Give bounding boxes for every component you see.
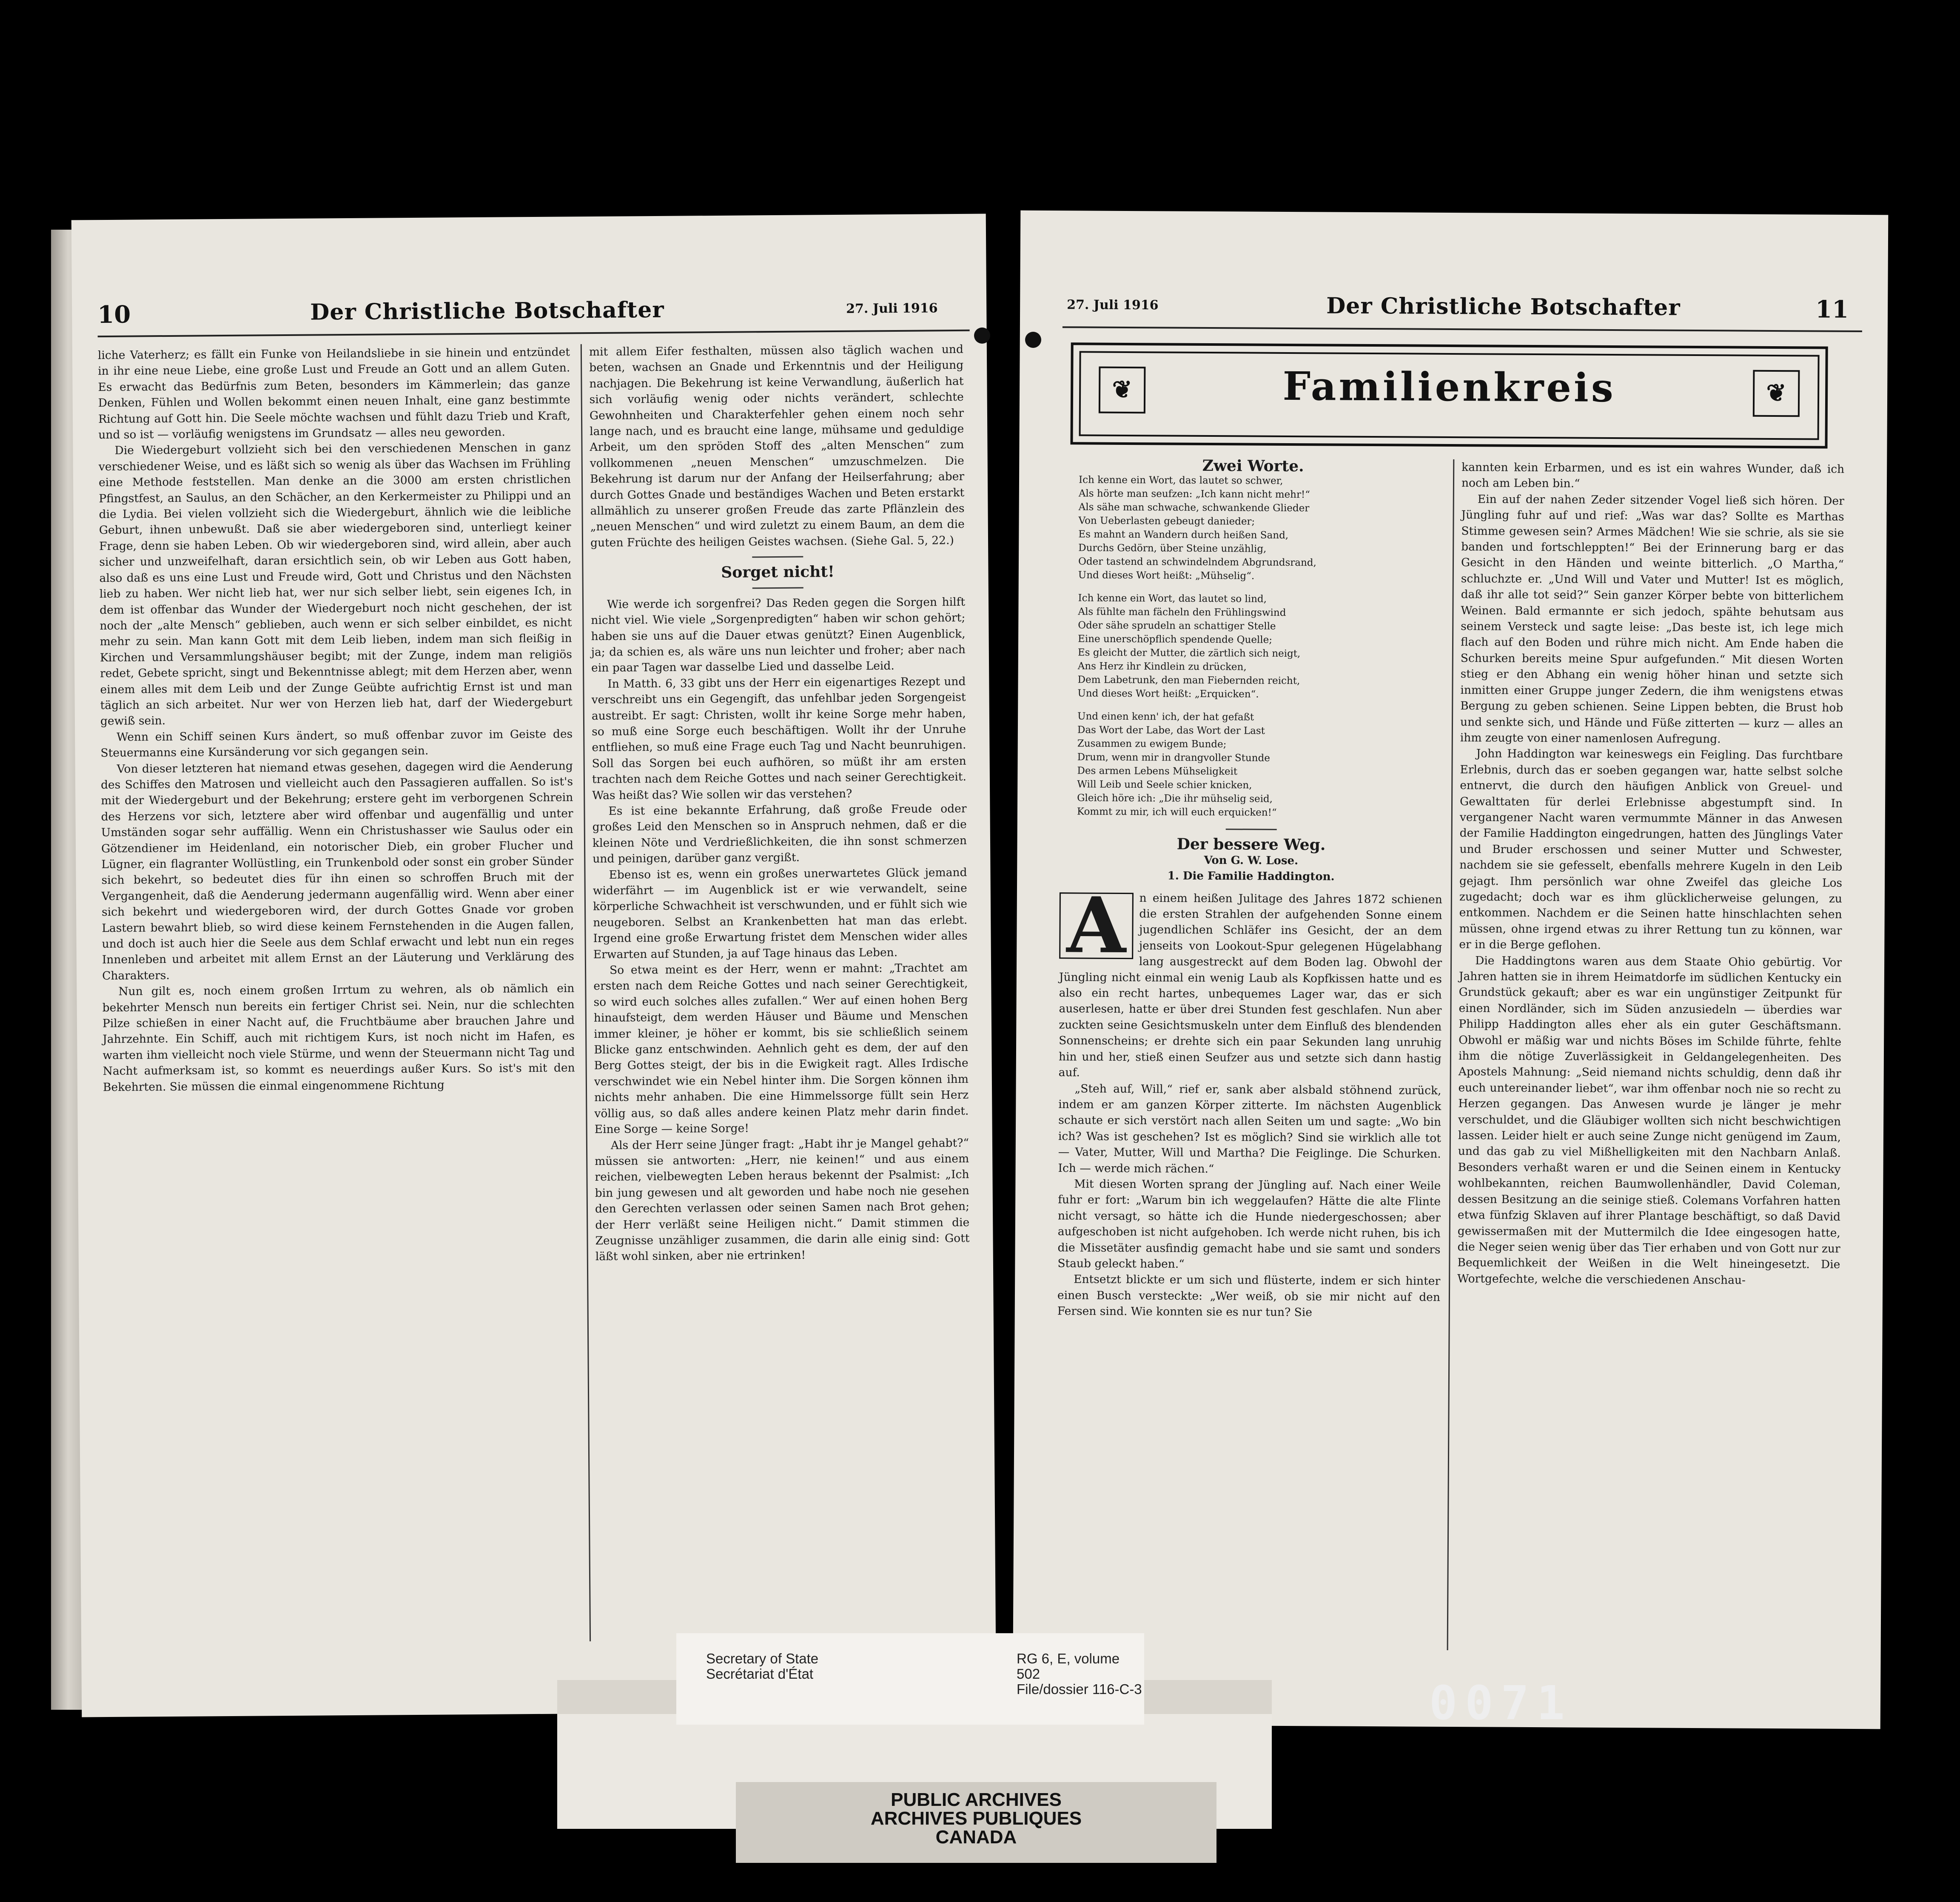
poem-line: Durchs Gedörn, über Steine unzählig, bbox=[1078, 542, 1267, 555]
paragraph: Entsetzt blickte er um sich und flüsterte, indem er sich hinter einen Busch versteckte: „Wer weiß, ob sie mir nicht auf den Fersen sind. Wie konnten sie es nur tun? Sie bbox=[1057, 1273, 1441, 1319]
right-col-1 bbox=[1057, 457, 1445, 1321]
poem-line: Gleich höre ich: „Die ihr mühselig seid, bbox=[1077, 792, 1273, 805]
paragraph: Mit diesen Worten sprang der Jüngling auf. Nach einer Weile fuhr er fort: „Warum bin ich weggelaufen? Hätte die alte Flinte nicht versagt, so hätte ich die Hunde niedergeschossen; aber aufgeschoben ist nicht aufgehoben. Ich werde nicht ruhen, bis ich die Missetäter ausfindig gemacht habe und sie samt und sonders Staub geleckt haben.“ bbox=[1057, 1177, 1441, 1271]
stamp-line: CANADA bbox=[935, 1827, 1017, 1848]
poem-line: Kommt zu mir, ich will euch erquicken!“ bbox=[1077, 806, 1277, 819]
masthead: Der Christliche Botschafter bbox=[1326, 293, 1681, 321]
label-line: Secretary of State bbox=[706, 1651, 819, 1666]
paragraph: Die Haddingtons waren aus dem Staate Ohio gebürtig. Vor Jahren hatten sie in ihrem Heimatdorfe im südlichen Kentucky ein Grundstück gekauft; aber es war ein ungünstiger Zeitpunkt für einen Nordländer, sich im Süden anzusiedeln — überdies war Philipp Haddington alles eher als ein guter Geschäftsmann. Obwohl er mäßig war und nichts Böses im Schilde führte, fehlte ihm die nötige Zuverlässigkeit in Geldangelegenheiten. Des Apostels Mahnung: „Seid niemand nichts schuldig, denn daß ihr euch untereinander liebet“, war ihm offenbar noch nie so recht zu Herzen gegangen. Das Anwesen wurde je länger je mehr verschuldet, und die Gläubiger wollten sich nicht beschwichtigen lassen. Leider hielt er auch seine Zunge nicht genügend im Zaum, und das gab zu viel Mißhelligkeiten mit den Nachbarn Anlaß. Besonders verhaßt waren er und die Seinen einem in Kentucky wohlbekannten, reichen Baumwollenhändler, David Coleman, dessen Besitzung an die seinige stieß. Colemans Vorfahren hatten etwa fünfzig Sklaven auf ihrer Plantage beschäftigt, so daß David gewissermaßen mit der Muttermilch die Idee eingesogen hatte, die Neger seien wenig über das Tier erhaben und von Gott nur zur Bequemlichkeit der Weißen in die Welt hineingesetzt. Die Wortgefechte, welche die verschiedenen Anschau- bbox=[1457, 954, 1842, 1287]
poem-line: Von Ueberlasten gebeugt danieder; bbox=[1078, 515, 1255, 527]
paragraph: „Steh auf, Will,“ rief er, sank aber alsbald stöhnend zurück, indem er am ganzen Körper zitterte. Im nächsten Augenblick schaute er sich verstört nach allen Seiten um und sagte: „Wo bin ich? Was ist geschehen? Ist es möglich? Sind sie wirklich alle tot — Vater, Mutter, Will und Martha? Die Feiglinge. Die Schurken. Ich — werde mich rächen.“ bbox=[1058, 1082, 1442, 1176]
header-rule bbox=[1063, 326, 1862, 332]
ornament-icon: ❦ bbox=[1753, 370, 1800, 417]
label-right bbox=[1017, 1651, 1144, 1697]
paragraph: Wenn ein Schiff seinen Kurs ändert, so muß offenbar zuvor im Geiste des Steuermanns eine Kursänderung vor sich gegangen sein. bbox=[100, 727, 573, 760]
story-chapter: 1. Die Familie Haddington. bbox=[1167, 869, 1335, 883]
ornament-icon: ❦ bbox=[1099, 367, 1146, 414]
right-page-header bbox=[1020, 291, 1888, 326]
paragraph: John Haddington war keineswegs ein Feigling. Das furchtbare Erlebnis, durch das er soeben gegangen war, hatte selbst solche entnervt, die durch den häufigen Anblick von Greuel- und Gewalttaten für derlei Erlebnisse abgestumpft sind. In vergangener Nacht waren vermummte Männer in das Anwesen der Familie Haddington eingedrungen, hatten des Jünglings Vater und Bruder erschossen und seiner Mutter und Schwester, nachdem sie sie gefesselt, ebenfalls mehrere Kugeln in den Leib gejagt. Ihm persönlich war ohne Zweifel das gleiche Los zugedacht; doch war es ihm glücklicherweise gelungen, zu entkommen. Nachdem er die Seinen hatte hinschlachten sehen müssen, ohne irgend etwas zu ihrer Rettung tun zu können, war er in die Berge geflohen. bbox=[1459, 747, 1843, 952]
label-left bbox=[706, 1651, 818, 1682]
frame-number: 0071 bbox=[1429, 1676, 1573, 1730]
drop-cap: A bbox=[1059, 892, 1133, 959]
paragraph: Es ist eine bekannte Erfahrung, daß große Freude oder großes Leid den Menschen so in Anspruch nehmen, daß er die kleinen Nöte und Verdrießlichkeiten, die ihn sonst schmerzen und peinigen, darüber ganz vergißt. bbox=[592, 802, 967, 866]
divider bbox=[1226, 829, 1277, 831]
binding-hole bbox=[1025, 332, 1041, 348]
right-page bbox=[1013, 211, 1889, 1729]
section-title: Sorget nicht! bbox=[721, 563, 835, 582]
poem-line: Des armen Lebens Mühseligkeit bbox=[1077, 765, 1238, 777]
left-page bbox=[71, 214, 997, 1717]
masthead: Der Christliche Botschafter bbox=[310, 296, 664, 325]
stamp-line: ARCHIVES PUBLIQUES bbox=[870, 1808, 1082, 1829]
paragraph: liche Vaterherz; es fällt ein Funke von Heilandsliebe in sie hinein und entzündet in ihr eine neue Liebe, eine große Lust und Freude an Gott und an allem Guten. Es erwacht das Bedürfnis zum Beten, besonders im Kämmerlein; das ganze Denken, Fühlen und Wollen bekommt einen neuen Inhalt, eine ganz bestimmte Richtung auf Gott hin. Die Seele möchte wachsen und fühlt dazu Trieb und Kraft, und so ist — vorläufig wenigstens im Grundsatz — alles neu geworden. bbox=[97, 345, 571, 442]
right-col-2 bbox=[1457, 459, 1844, 1289]
column-divider bbox=[1447, 459, 1455, 1650]
poem-line: Und dieses Wort heißt: „Erquicken“. bbox=[1077, 688, 1259, 700]
poem-line: Und dieses Wort heißt: „Mühselig“. bbox=[1078, 569, 1255, 582]
poem-line: Als hörte man seufzen: „Ich kann nicht mehr!“ bbox=[1078, 488, 1310, 501]
left-page-header bbox=[72, 295, 986, 331]
poem-line: Als sähe man schwache, schwankende Glieder bbox=[1078, 501, 1310, 514]
poem-line: Oder sähe sprudeln an schattiger Stelle bbox=[1078, 620, 1276, 632]
story-title: Der bessere Weg. bbox=[1177, 835, 1326, 854]
poem-line: Zusammen zu ewigem Bunde; bbox=[1077, 738, 1227, 750]
label-line: File/dossier 116-C-3 bbox=[1017, 1681, 1142, 1697]
poem-stanza bbox=[1060, 710, 1443, 821]
paragraph: Ein auf der nahen Zeder sitzender Vogel ließ sich hören. Der Jüngling fuhr auf und rief: „Was war das? Sollte es Marthas Stimme gewesen sein? Armes Mädchen! Wie sie schrie, als sie sie banden und fortschleppten!“ Bei der Erinnerung barg er das Gesicht in den Händen und weinte bitterlich. „O Martha,“ schluchzte er. „Und Will und Vater und Mutter! Ist es möglich, daß ihr alle tot seid?“ Sein ganzer Körper bebte von bitterlichem Weinen. Bald ermannte er sich jedoch, spähte behutsam aus seinem Versteck und sagte leise: „Das beste ist, ich lege mich flach auf den Boden und rühre mich nicht. Am Ende haben die Schurken bereits meine Spur aufgefunden.“ Mit diesen Worten stieg er den Abhang ein wenig höher hinan und setzte sich inmitten einer Gruppe junger Zedern, die ihm wenigstens etwas Bergung zu geben schienen. Seine Lippen bebten, die Brust hob und senkte sich, und Hände und Füße zitterten — kurz — alles an ihm zeugte von einer namenlosen Aufregung. bbox=[1460, 493, 1844, 746]
poem-line: Eine unerschöpflich spendende Quelle; bbox=[1077, 633, 1273, 646]
paragraph: So etwa meint es der Herr, wenn er mahnt: „Trachtet am ersten nach dem Reiche Gottes und nach seiner Gerechtigkeit, so wird euch solches alles zufallen.“ Wer auf einen hohen Berg hinaufsteigt, dem werden Häuser und Bäume und Menschen immer kleiner, je höher er kommt, bis sie schließlich seinem Blicke ganz entschwinden. Aehnlich geht es dem, der auf den Berg Gottes steigt, der bis in die Ewigkeit ragt. Alles Irdische verschwindet wie ein Nebel hinter ihm. Die Sorgen können ihm nichts mehr anhaben. Die eine Himmelssorge füllt sein Herz völlig aus, so daß alles andere keinen Platz mehr darin findet. Eine Sorge — keine Sorge! bbox=[593, 961, 969, 1136]
page-number: 11 bbox=[1815, 295, 1849, 324]
poem-line: Ans Herz ihr Kindlein zu drücken, bbox=[1077, 661, 1247, 673]
paragraph: Ebenso ist es, wenn ein großes unerwartetes Glück jemand widerfährt — im Augenblick ist er wie verwandelt, seine körperliche Schwachheit ist verschwunden, und er fühlt sich wie neugeboren. Selbst an Krankenbetten hat man das erlebt. Irgend eine große Erwartung fristet dem Menschen wider alles Erwarten auf Stunden, ja auf Tage hinaus das Leben. bbox=[593, 866, 968, 961]
paragraph: Von dieser letzteren hat niemand etwas gesehen, dagegen wird die Aenderung des Schiffes den Matrosen und vielleicht auch den Passagieren auffallen. So ist's mit der Wiedergeburt und der Bekehrung; erstere geht im verborgenen Schrein des Herzens vor sich, letztere aber wird offenbar und augenfällig und unter Umständen sogar sehr auffällig. Wenn ein Christushasser wie Saulus oder ein Götzendiener im Heidenland, ein notorischer Dieb, ein grober Flucher und Lügner, ein flagranter Wollüstling, ein Trunkenbold oder sonst ein grober Sünder sich bekehrt, so bedeutet dies für ihn einen so schroffen Bruch mit der Vergangenheit, daß die Aenderung jedermann augenfällig wird. Wenn aber einer sich bekehrt und wiedergeboren wird, der durch Gottes Gnade vor groben Lastern bewahrt blieb, so wird diese keinem Fernstehenden in die Augen fallen, und doch ist auch hier die Seele aus dem Schlaf erwacht und lebt nun ein reges Innenleben und arbeitet mit allem Ernst an der Läuterung und Verklärung des Charakters. bbox=[100, 759, 574, 982]
paragraph: Nun gilt es, noch einem großen Irrtum zu wehren, als ob nämlich ein bekehrter Mensch nun bereits ein fertiger Christ sei. Nein, nur die schlechten Pilze schießen in einer Nacht auf, die Fruchtbäume aber brauchen Jahre und Jahrzehnte. Ein Schiff, auch mit richtigem Kurs, ist noch nicht im Hafen, es warten ihm vielleicht noch viele Stürme, und wenn der Steuermann nicht Tag und Nacht aufmerksam ist, so kommt es neuerdings außer Kurs. So ist's mit den Bekehrten. Sie müssen die einmal eingenommene Richtung bbox=[102, 982, 575, 1094]
poem-line: Oder tastend an schwindelndem Abgrundsrand, bbox=[1078, 556, 1316, 569]
paragraph: Als der Herr seine Jünger fragt: „Habt ihr je Mangel gehabt?“ müssen sie antworten: „Herr, nie keinen!“ und aus einem reichen, vielbewegten Leben heraus bekennt der Psalmist: „Ich bin jung gewesen und alt geworden und habe noch nie gesehen den Gerechten verlassen oder seinen Samen nach Brot gehen; der Herr verläßt seine Heiligen nicht.“ Damit stimmen die Zeugnisse unzähliger zusammen, die darin alle einig sind: Gott läßt wohl sinken, aber nie ertrinken! bbox=[595, 1136, 970, 1264]
archive-label-card bbox=[676, 1633, 1144, 1725]
poem-stanza bbox=[1061, 473, 1444, 584]
poem-line: Es gleicht der Mutter, die zärtlich sich neigt, bbox=[1077, 647, 1301, 660]
stamp-line: PUBLIC ARCHIVES bbox=[891, 1789, 1062, 1810]
issue-date: 27. Juli 1916 bbox=[846, 301, 938, 316]
paragraph: kannten kein Erbarmen, und es ist ein wahres Wunder, daß ich noch am Leben bin.“ bbox=[1461, 461, 1845, 490]
poem-line: Es mahnt an Wandern durch heißen Sand, bbox=[1078, 529, 1289, 541]
archive-stamp bbox=[736, 1782, 1216, 1863]
left-col-2 bbox=[589, 342, 970, 1265]
poem-line: Das Wort der Labe, das Wort der Last bbox=[1077, 724, 1265, 737]
paragraph: Wie werde ich sorgenfrei? Das Reden gegen die Sorgen hilft nicht viel. Wie viele „Sorgenpredigten“ haben wir schon gehört; haben sie uns auf die Dauer etwas genützt? Einen Augenblick, ja; da schien es, als wäre uns nun leichter und froher; aber nach ein paar Tagen war dasselbe Lied und dasselbe Leid. bbox=[591, 595, 966, 675]
poem-title: Zwei Worte. bbox=[1202, 456, 1304, 476]
poem-line: Als fühlte man fächeln den Frühlingswind bbox=[1078, 606, 1286, 619]
paragraph: n einem heißen Julitage des Jahres 1872 schienen die ersten Strahlen der aufgehenden Sonne einem jugendlichen Schläfer ins Gesicht, der an dem jenseits von Lookout-Spur gelegenen Hügelabhang lang ausgestreckt auf dem Boden lag. Obwohl der Jüngling nicht einmal ein wenig Laub als Kopfkissen hatte und es also ein recht hartes, unbequemes Lager war, das er sich auserlesen, hatte er über drei Stunden fest geschlafen. Nun aber zuckten seine Gesichtsmuskeln unter dem Einfluß des blendenden Sonnenscheins; er drehte sich ein paar Sekunden lang unruhig hin und her, stieß einen Seufzer aus und setzte sich dann hastig auf. bbox=[1058, 891, 1442, 1079]
paragraph: Die Wiedergeburt vollzieht sich bei den verschiedenen Menschen in ganz verschiedener Weise, und es läßt sich so wenig als über das Wachsen im Frühling eine Methode feststellen. Man denke an die 3000 am ersten christlichen Pfingstfest, an Saulus, an den Schächer, an den Kerkermeister zu Philippi und an die Lydia. Bei vielen vollzieht sich die Wiedergeburt, ähnlich wie die leibliche Geburt, ihnen unbewußt. Daß sie aber wiedergeboren sind, unterliegt keiner Frage, denn sie haben Leben. Ob wir wiedergeboren sind, wird allein, aber auch sicher und unzweifelhaft, daran ersichtlich sein, ob wir Leben aus Gott haben, also daß es uns eine Lust und Freude wird, Gott und Christus und den Nächsten lieb zu haben. Wer nicht lieb hat, wer nur sich selber liebt, sein eigenes Ich, in dem ist offenbar das Wunder der Wiedergeburt noch nicht geschehen, der ist noch der „alte Mensch“ geblieben, auch wenn er sich selber einbildet, es nicht mehr zu sein. Man kann Gott mit dem Leib lieben, indem man sich fleißig in Kirchen und Versammlungshäuser begibt; mit der Zunge, indem man religiös redet, Gebete spricht, singt und Bekenntnisse ablegt; mit dem Herzen aber, wenn einem alles mit dem Leib und der Zunge Geübte aufrichtig Ernst ist und man täglich an sich arbeitet. Nur wer von Herzen lieb hat, darf der Wiedergeburt gewiß sein. bbox=[98, 441, 573, 728]
binding-hole bbox=[974, 327, 990, 344]
paragraph: mit allem Eifer festhalten, müssen also täglich wachen und beten, wachsen an Gnade und Erkenntnis und der Heiligung nachjagen. Die Bekehrung ist keine Verwandlung, äußerlich hat sich vorläufig wenig oder nichts verändert, schlechte Gewohnheiten und Charakterfehler gehen einem noch sehr lange nach, und es braucht eine lange, mühsame und geduldige Arbeit, um den spröden Stoff des „alten Menschen“ zum vollkommenen „neuen Menschen“ umzuschmelzen. Die Bekehrung ist darum nur der Anfang der Heilserfahrung; aber durch Gottes Gnade und beständiges Wachen und Beten erstarkt allmählich zu unserer großen Freude das zarte Pflänzlein des „neuen Menschen“ und wird zuletzt zu einem Baum, an dem die guten Früchte des heiligen Geistes wachsen. (Siehe Gal. 5, 22.) bbox=[589, 342, 965, 550]
poem-stanza bbox=[1060, 592, 1444, 703]
page-number: 10 bbox=[97, 300, 131, 329]
familienkreis-banner bbox=[1070, 342, 1828, 448]
poem-line: Drum, wenn mir in drangvoller Stunde bbox=[1077, 752, 1270, 764]
poem-line: Ich kenne ein Wort, das lautet so lind, bbox=[1078, 592, 1267, 605]
story-author: Von G. W. Lose. bbox=[1204, 854, 1299, 867]
issue-date: 27. Juli 1916 bbox=[1067, 297, 1159, 313]
divider bbox=[752, 556, 803, 558]
poem-line: Dem Labetrunk, den man Fiebernden reicht, bbox=[1077, 674, 1300, 687]
banner-title: Familienkreis bbox=[1282, 363, 1616, 411]
label-line: Secrétariat d'État bbox=[706, 1666, 814, 1682]
label-line: RG 6, E, volume 502 bbox=[1017, 1651, 1120, 1682]
poem-line: Ich kenne ein Wort, das lautet so schwer, bbox=[1078, 474, 1283, 487]
paragraph: In Matth. 6, 33 gibt uns der Herr ein eigenartiges Rezept und verschreibt uns ein Gegengift, das unfehlbar jeden Sorgengeist austreibt. Er sagt: Christen, wollt ihr keine Sorge mehr haben, so muß eine Sorge euch beschäftigen. Wollt ihr der Unruhe entfliehen, so muß eine Frage euch Tag und Nacht beunruhigen. Soll das Sorgen bei euch aufhören, so müßt ihr am ersten trachten nach dem Reiche Gottes und nach seiner Gerechtigkeit. Was heißt das? Wie sollen wir das verstehen? bbox=[591, 675, 967, 802]
poem-line: Will Leib und Seele schier knicken, bbox=[1077, 779, 1252, 791]
column-divider bbox=[581, 344, 591, 1641]
left-col-1 bbox=[98, 344, 575, 1095]
header-rule bbox=[98, 330, 970, 337]
divider bbox=[752, 587, 803, 589]
poem-line: Und einen kenn' ich, der hat gefaßt bbox=[1077, 711, 1254, 723]
